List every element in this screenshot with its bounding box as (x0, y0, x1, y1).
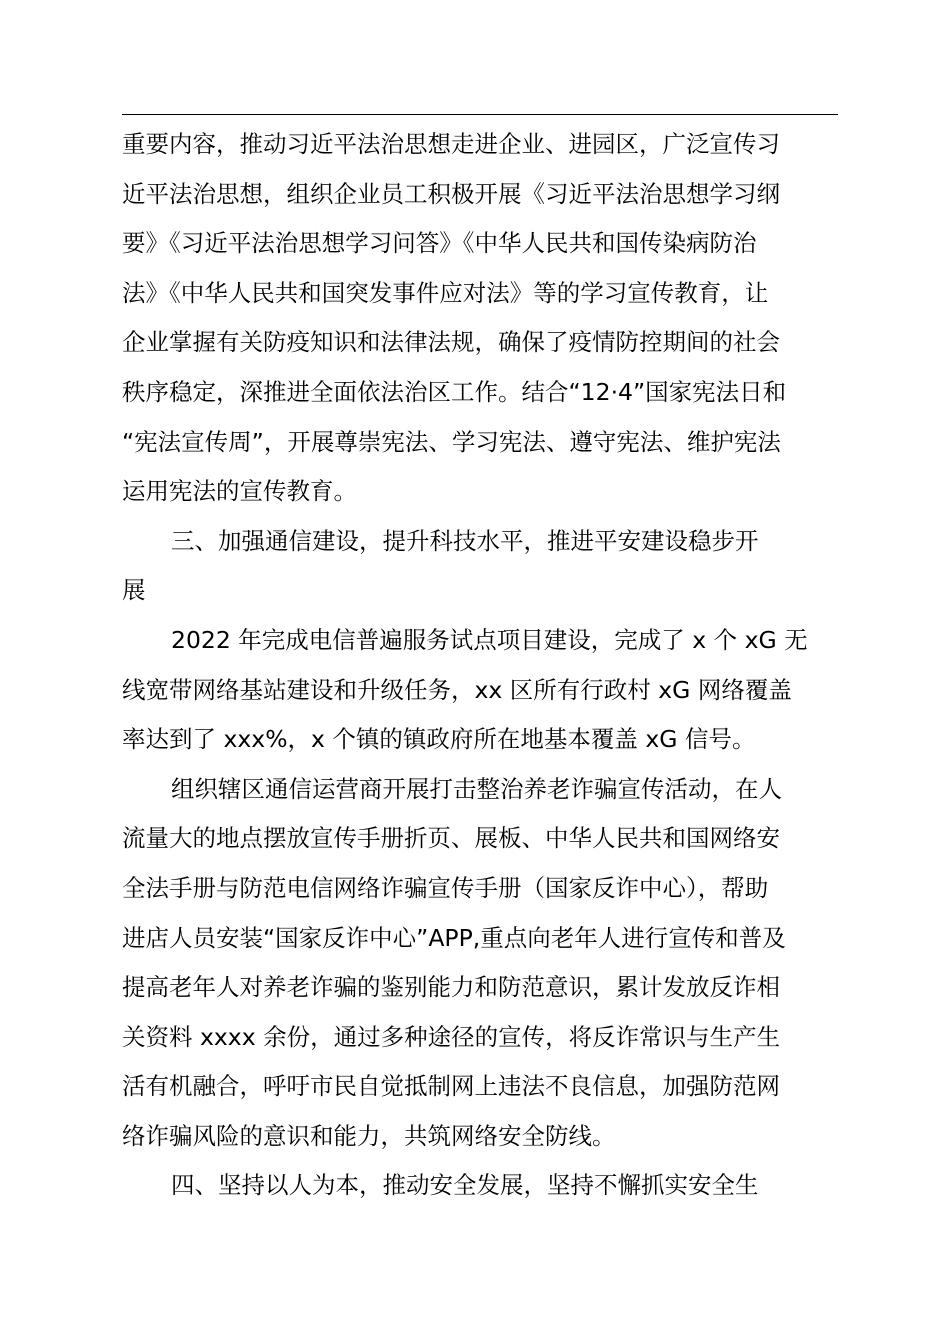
text-line: “宪法宣传周”，开展尊崇宪法、学习宪法、遵守宪法、维护宪法 (122, 427, 781, 456)
text-line: 秩序稳定，深推进全面依法治区工作。结合“12·4”国家宪法日和 (122, 377, 787, 406)
text-line: 全法手册与防范电信网络诈骗宣传手册（国家反诈中心），帮助 (122, 873, 769, 902)
paragraph-start: 2022 年完成电信普遍服务试点项目建设，完成了 x 个 xG 无 (171, 625, 808, 654)
text-line: 法》《中华人民共和国突发事件应对法》等的学习宣传教育，让 (122, 278, 769, 307)
header-rule (122, 114, 838, 115)
text-line: 进店人员安装“国家反诈中心”APP,重点向老年人进行宣传和普及 (122, 923, 786, 952)
text-line: 活有机融合，呼吁市民自觉抵制网上违法不良信息，加强防范网 (122, 1072, 780, 1101)
text-line: 率达到了 xxx%，x 个镇的镇政府所在地基本覆盖 xG 信号。 (122, 725, 756, 754)
text-line: 关资料 xxxx 余份，通过多种途径的宣传，将反诈常识与生产生 (122, 1022, 781, 1051)
section-heading-3: 三、加强通信建设，提升科技水平，推进平安建设稳步开 (171, 526, 759, 555)
text-line: 线宽带网络基站建设和升级任务，xx 区所有行政村 xG 网络覆盖 (122, 675, 792, 704)
text-line: 近平法治思想，组织企业员工积极开展《习近平法治思想学习纲 (122, 179, 780, 208)
section-heading-3-cont: 展 (122, 576, 146, 605)
text-line: 流量大的地点摆放宣传手册折页、展板、中华人民共和国网络安 (122, 824, 780, 853)
text-line: 提高老年人对养老诈骗的鉴别能力和防范意识，累计发放反诈相 (122, 973, 780, 1002)
text-line: 企业掌握有关防疫知识和法律法规，确保了疫情防控期间的社会 (122, 328, 780, 357)
text-line: 运用宪法的宣传教育。 (122, 477, 357, 506)
text-line: 要》《习近平法治思想学习问答》《中华人民共和国传染病防治 (122, 229, 757, 258)
section-heading-4: 四、坚持以人为本，推动安全发展，坚持不懈抓实安全生 (171, 1171, 759, 1200)
body-text (122, 120, 838, 1211)
text-line: 重要内容，推动习近平法治思想走进企业、进园区，广泛宣传习 (122, 130, 780, 158)
text-line: 络诈骗风险的意识和能力，共筑网络安全防线。 (122, 1121, 616, 1150)
paragraph-start: 组织辖区通信运营商开展打击整治养老诈骗宣传活动，在人 (171, 774, 782, 803)
